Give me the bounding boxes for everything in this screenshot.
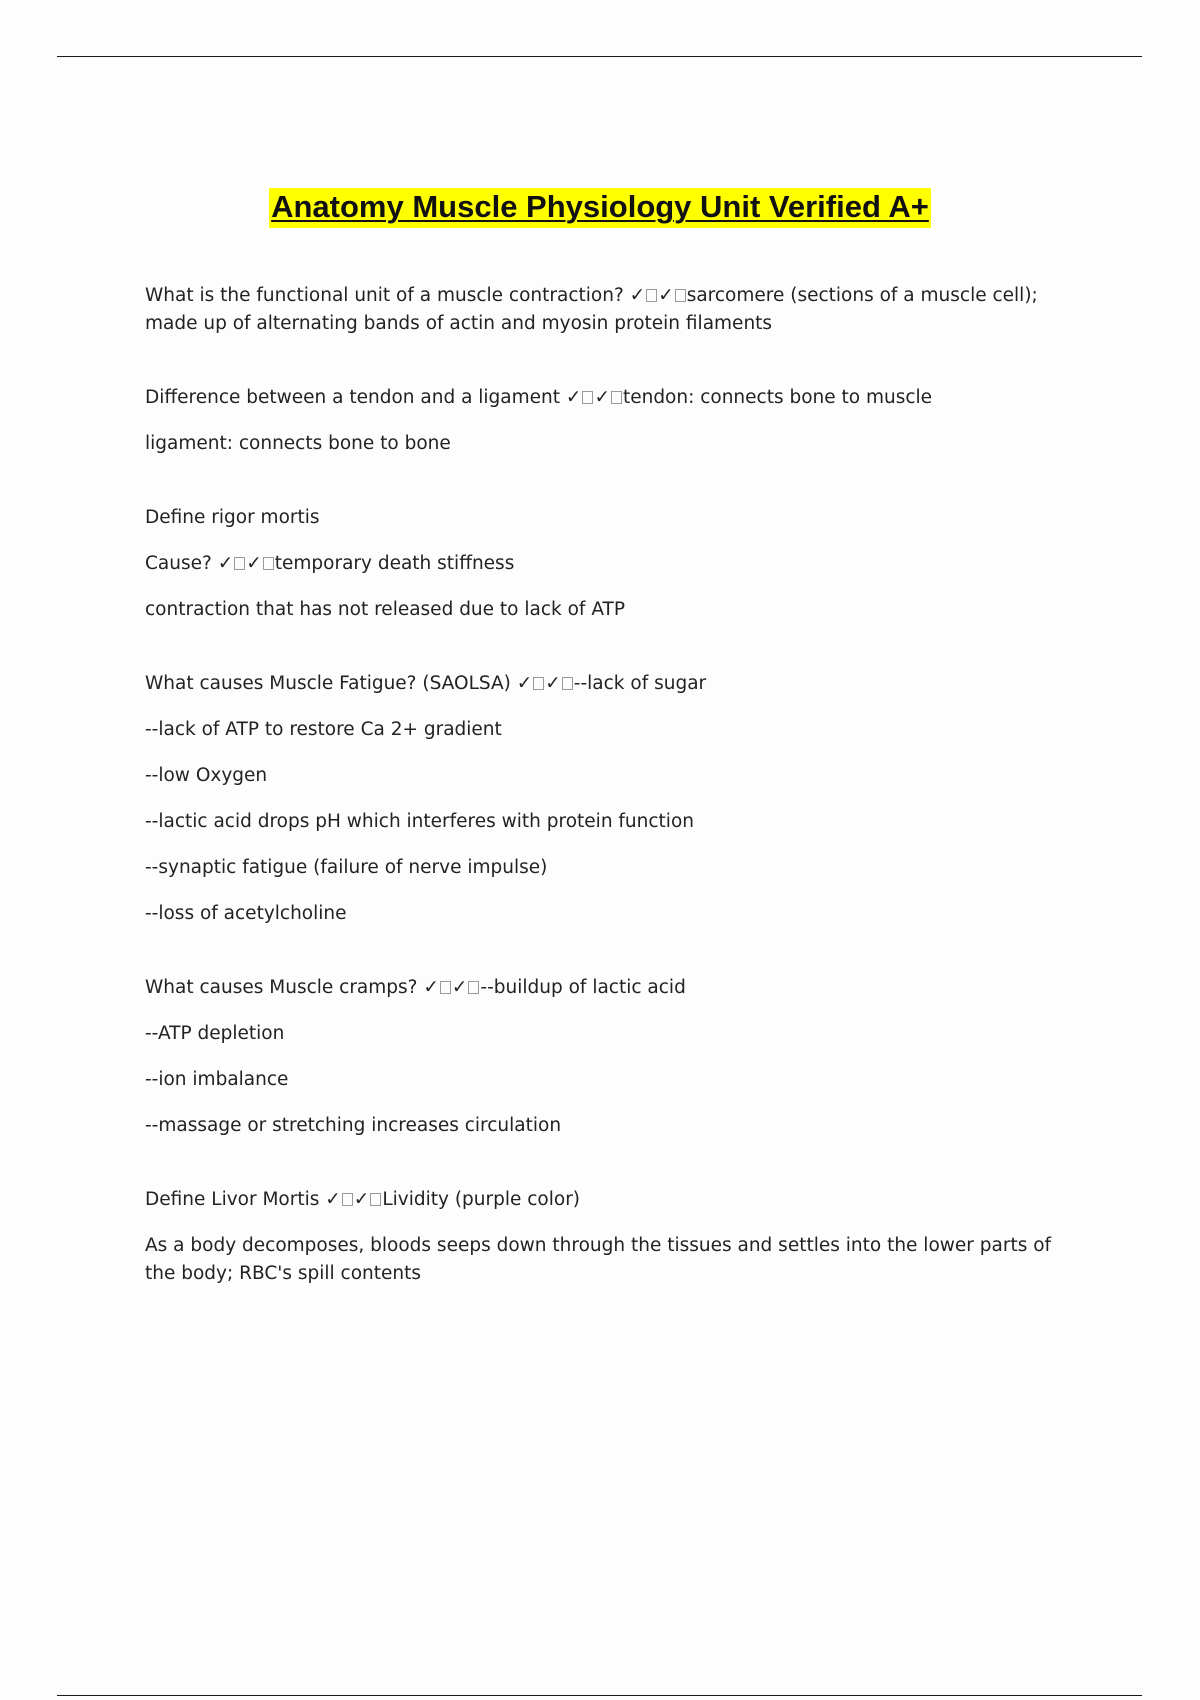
checkbox-placeholder-icon <box>370 1193 381 1206</box>
check-icon: ✓ <box>353 1189 370 1210</box>
answer-text: sarcomere (sections of a muscle cell); made up of alternating bands of actin and myosin protein filaments <box>145 285 1038 334</box>
question-text: Cause? <box>145 553 212 574</box>
checkbox-placeholder-icon <box>533 677 544 690</box>
check-icon: ✓ <box>629 285 646 306</box>
answer-line: --low Oxygen <box>145 765 268 786</box>
section-gap <box>145 458 1085 504</box>
checkbox-placeholder-icon <box>675 289 686 302</box>
check-icon: ✓ <box>451 977 468 998</box>
answer-text: tendon: connects bone to muscle <box>622 387 933 408</box>
answer-text: --lack of sugar <box>573 673 707 694</box>
check-icon: ✓ <box>658 285 674 306</box>
qa-item <box>145 550 1085 578</box>
question-text: What causes Muscle cramps? <box>145 977 418 998</box>
checkbox-placeholder-icon <box>342 1193 353 1206</box>
section-gap <box>145 928 1085 974</box>
section-gap <box>145 1140 1085 1186</box>
checkbox-placeholder-icon <box>440 981 451 994</box>
check-icon: ✓ <box>325 1189 341 1210</box>
title-container <box>0 188 1200 228</box>
document-title: Anatomy Muscle Physiology Unit Verified A+ <box>269 188 931 228</box>
checkbox-placeholder-icon <box>234 557 245 570</box>
check-icon: ✓ <box>565 387 582 408</box>
answer-line: --lack of ATP to restore Ca 2+ gradient <box>145 719 502 740</box>
check-icon: ✓ <box>217 553 234 574</box>
answer-line: As a body decomposes, bloods seeps down through the tissues and settles into the lower parts of the body; RBC's spill contents <box>145 1235 1052 1284</box>
check-icon: ✓ <box>246 553 262 574</box>
check-icon: ✓ <box>594 387 610 408</box>
qa-item <box>145 384 1085 412</box>
checkbox-placeholder-icon <box>263 557 274 570</box>
section-gap <box>145 338 1085 384</box>
answer-line: --ATP depletion <box>145 1023 285 1044</box>
answer-text: temporary death stiffness <box>274 553 515 574</box>
qa-item <box>145 670 1085 698</box>
answer-line: --loss of acetylcholine <box>145 903 347 924</box>
answer-line: contraction that has not released due to lack of ATP <box>145 599 626 620</box>
checkbox-placeholder-icon <box>611 391 622 404</box>
checkbox-placeholder-icon <box>646 289 657 302</box>
question-text: What is the functional unit of a muscle contraction? <box>145 285 624 306</box>
qa-item <box>145 282 1085 338</box>
qa-item <box>145 1186 1085 1214</box>
answer-text: --buildup of lactic acid <box>480 977 686 998</box>
answer-line: --synaptic fatigue (failure of nerve impulse) <box>145 857 548 878</box>
checkbox-placeholder-icon <box>468 981 479 994</box>
check-icon: ✓ <box>516 673 533 694</box>
answer-line: --lactic acid drops pH which interferes with protein function <box>145 811 694 832</box>
question-text: Difference between a tendon and a ligament <box>145 387 561 408</box>
check-icon: ✓ <box>423 977 439 998</box>
question-heading: Define rigor mortis <box>145 507 320 528</box>
answer-line: --ion imbalance <box>145 1069 289 1090</box>
checkbox-placeholder-icon <box>582 391 593 404</box>
check-icon: ✓ <box>545 673 561 694</box>
answer-text: Lividity (purple color) <box>382 1189 581 1210</box>
header-rule <box>57 56 1142 57</box>
section-gap <box>145 624 1085 670</box>
answer-line: ligament: connects bone to bone <box>145 433 451 454</box>
footer-rule <box>57 1695 1142 1696</box>
question-text: Define Livor Mortis <box>145 1189 320 1210</box>
question-text: What causes Muscle Fatigue? (SAOLSA) <box>145 673 511 694</box>
document-body <box>145 282 1085 1288</box>
checkbox-placeholder-icon <box>562 677 573 690</box>
qa-item <box>145 974 1085 1002</box>
answer-line: --massage or stretching increases circulation <box>145 1115 562 1136</box>
